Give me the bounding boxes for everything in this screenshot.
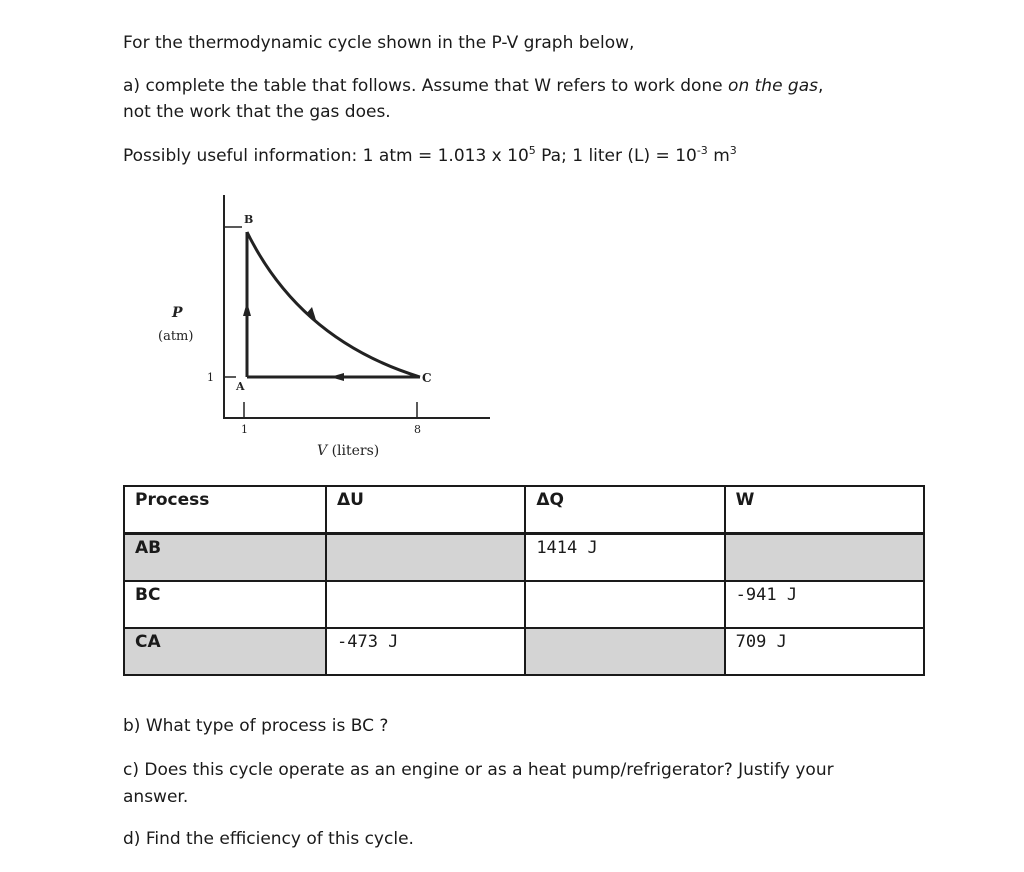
arrow-ca-icon: [330, 373, 344, 381]
v-axis-symbol: V: [317, 443, 328, 459]
part-c-line2: answer.: [123, 787, 189, 807]
x-tick-8-label: 8: [414, 423, 421, 436]
useful-info-prefix: Possibly useful information: 1 atm = 1.013 x 10: [123, 146, 529, 166]
part-a-emphasis: on the gas: [728, 76, 818, 96]
y-tick-1-label: 1: [207, 371, 214, 384]
exp-1: 5: [528, 144, 536, 157]
cell-ca-w[interactable]: 709 J: [725, 628, 924, 675]
p-unit-label: (atm): [158, 329, 194, 344]
table-row-ca: [124, 628, 924, 675]
useful-info-middle: Pa; 1 liter (L) = 10: [535, 146, 697, 166]
part-d-question: d) Find the efficiency of this cycle.: [123, 829, 414, 849]
header-work: W: [725, 486, 924, 534]
part-c-line1: c) Does this cycle operate as an engine or as a heat pump/refrigerator? Justify your: [123, 760, 834, 780]
intro-text: For the thermodynamic cycle shown in the P-V graph below,: [123, 33, 635, 53]
pv-graph: [150, 190, 510, 470]
cycle-table: [123, 485, 925, 676]
point-a-label: A: [236, 380, 245, 393]
header-delta-u: ΔU: [326, 486, 525, 534]
useful-info-suffix: m: [707, 146, 730, 166]
p-axis-label: P: [172, 305, 183, 321]
header-process: Process: [124, 486, 326, 534]
part-a-line1: [123, 75, 823, 97]
part-a-line2: not the work that the gas does.: [123, 102, 391, 122]
x-tick-1-label: 1: [241, 423, 248, 436]
header-delta-q: ΔQ: [525, 486, 724, 534]
v-axis-unit: (liters): [327, 443, 380, 459]
cell-bc-w[interactable]: -941 J: [725, 581, 924, 628]
cell-ca-du[interactable]: -473 J: [326, 628, 525, 675]
cell-bc-du[interactable]: [326, 581, 525, 628]
table-row-bc: [124, 581, 924, 628]
point-c-label: C: [422, 371, 432, 385]
table-row-ab: [124, 534, 924, 582]
v-axis-label: [317, 443, 379, 459]
arrow-ab-icon: [243, 302, 251, 316]
exp-2: -3: [696, 144, 708, 157]
useful-info: [123, 145, 737, 167]
cell-ca-dq[interactable]: [525, 628, 724, 675]
cell-ab-dq[interactable]: 1414 J: [525, 534, 724, 582]
part-b-question: b) What type of process is BC ?: [123, 716, 389, 736]
cell-ab-w[interactable]: [725, 534, 924, 582]
part-a-prefix: a) complete the table that follows. Assume that W refers to work done: [123, 76, 729, 96]
part-a-suffix: ,: [818, 76, 824, 96]
exp-3: 3: [729, 144, 737, 157]
cell-ca-process: CA: [124, 628, 326, 675]
path-bc: [247, 232, 420, 377]
cell-ab-process: AB: [124, 534, 326, 582]
cell-bc-dq[interactable]: [525, 581, 724, 628]
cell-bc-process: BC: [124, 581, 326, 628]
point-b-label: B: [244, 213, 254, 226]
cell-ab-du[interactable]: [326, 534, 525, 582]
table-header-row: [124, 486, 924, 534]
